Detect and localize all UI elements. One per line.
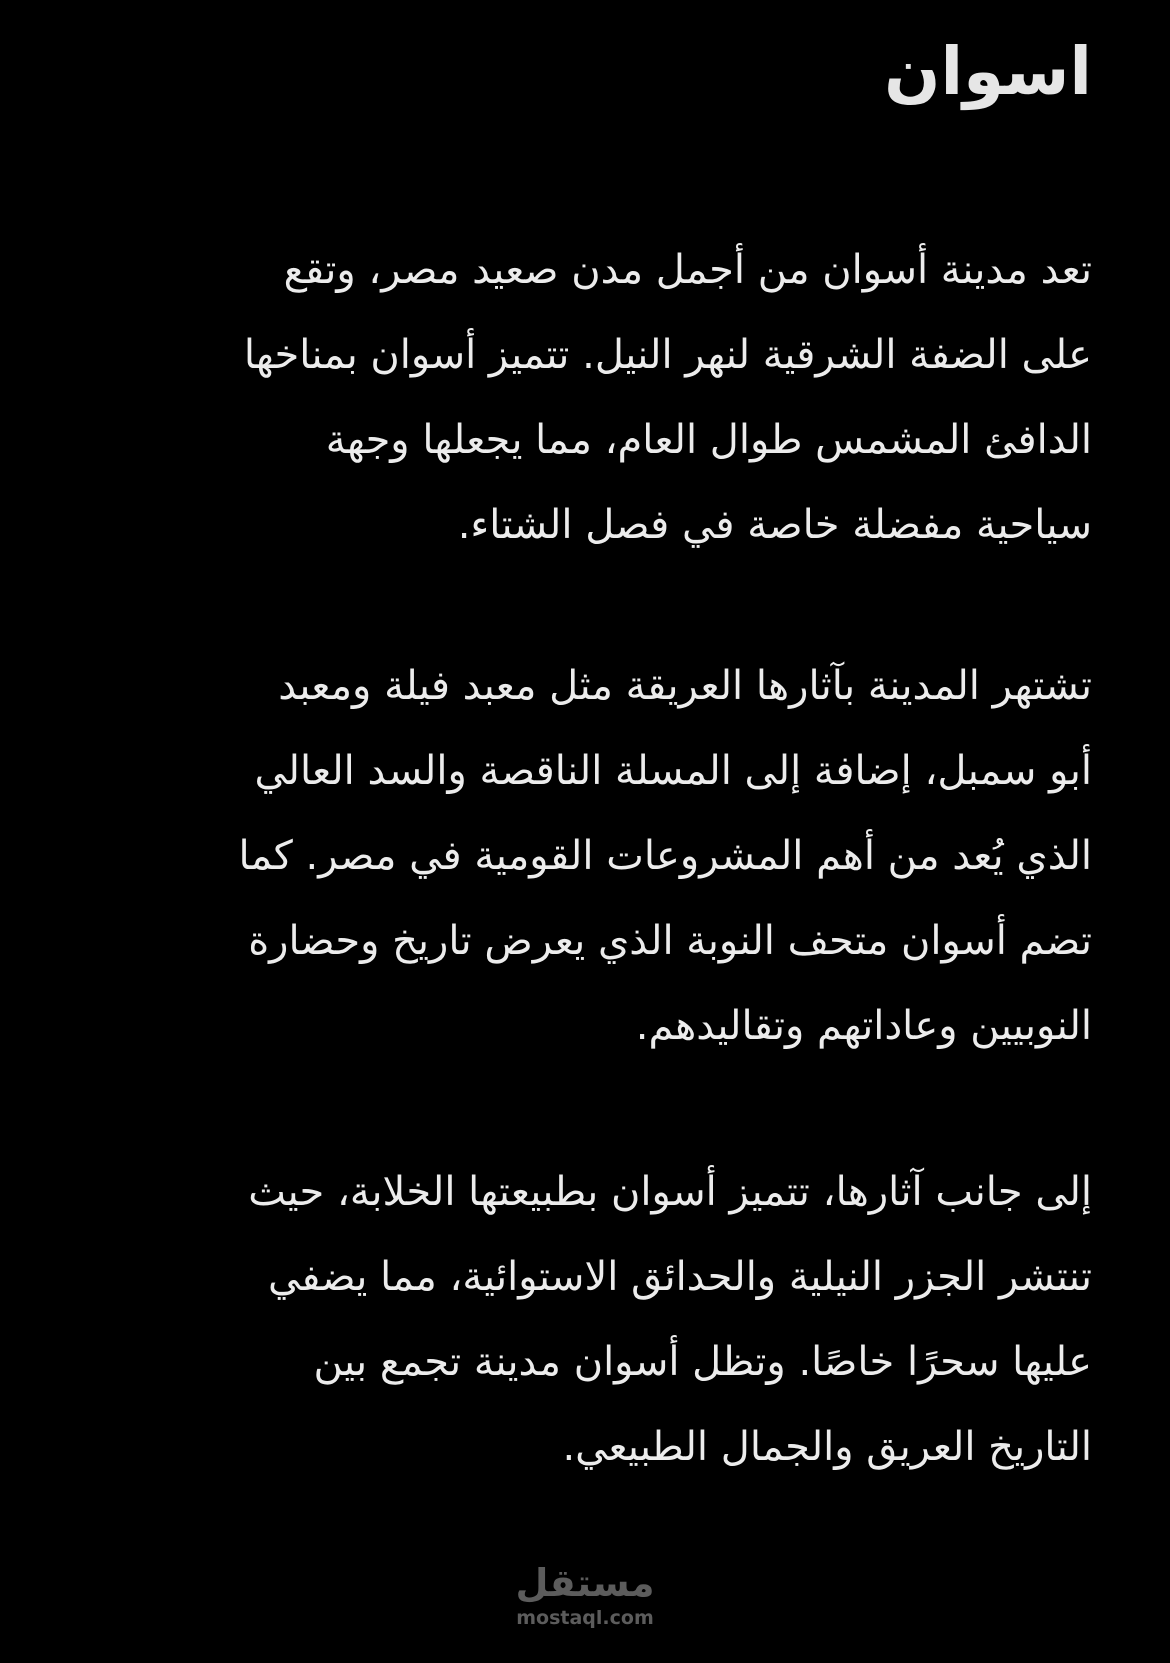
paragraph-nature [82, 1150, 1092, 1490]
paragraph-line: التاريخ العريق والجمال الطبيعي. [562, 1424, 1092, 1470]
paragraph-line: تضم أسوان متحف النوبة الذي يعرض تاريخ وحضارة [248, 918, 1092, 964]
paragraph-line: النوبيين وعاداتهم وتقاليدهم. [635, 1003, 1092, 1049]
paragraph-line: على الضفة الشرقية لنهر النيل. تتميز أسوان بمناخها [243, 332, 1092, 378]
paragraph-landmarks [82, 644, 1092, 1069]
paragraph-line: تعد مدينة أسوان من أجمل مدن صعيد مصر، وتقع [283, 247, 1092, 293]
paragraph-line: عليها سحرًا خاصًا. وتظل أسوان مدينة تجمع بين [313, 1339, 1092, 1385]
watermark-logo-text: مستقل [515, 1561, 655, 1605]
paragraph-line: تشتهر المدينة بآثارها العريقة مثل معبد فيلة ومعبد [278, 663, 1092, 709]
paragraph-line: إلى جانب آثارها، تتميز أسوان بطبيعتها الخلابة، حيث [248, 1169, 1092, 1215]
page-title: اسوان [884, 33, 1092, 110]
paragraph-line: تنتشر الجزر النيلية والحدائق الاستوائية، مما يضفي [267, 1254, 1092, 1300]
mostaql-watermark-logo [500, 1560, 670, 1640]
paragraph-line: الذي يُعد من أهم المشروعات القومية في مصر. كما [238, 833, 1092, 879]
paragraph-line: سياحية مفضلة خاصة في فصل الشتاء. [457, 502, 1092, 548]
paragraph-intro [82, 228, 1092, 568]
paragraph-line: أبو سمبل، إضافة إلى المسلة الناقصة والسد العالي [254, 748, 1092, 794]
watermark-url: mostaql.com [516, 1607, 654, 1629]
paragraph-line: الدافئ المشمس طوال العام، مما يجعلها وجهة [325, 417, 1092, 463]
